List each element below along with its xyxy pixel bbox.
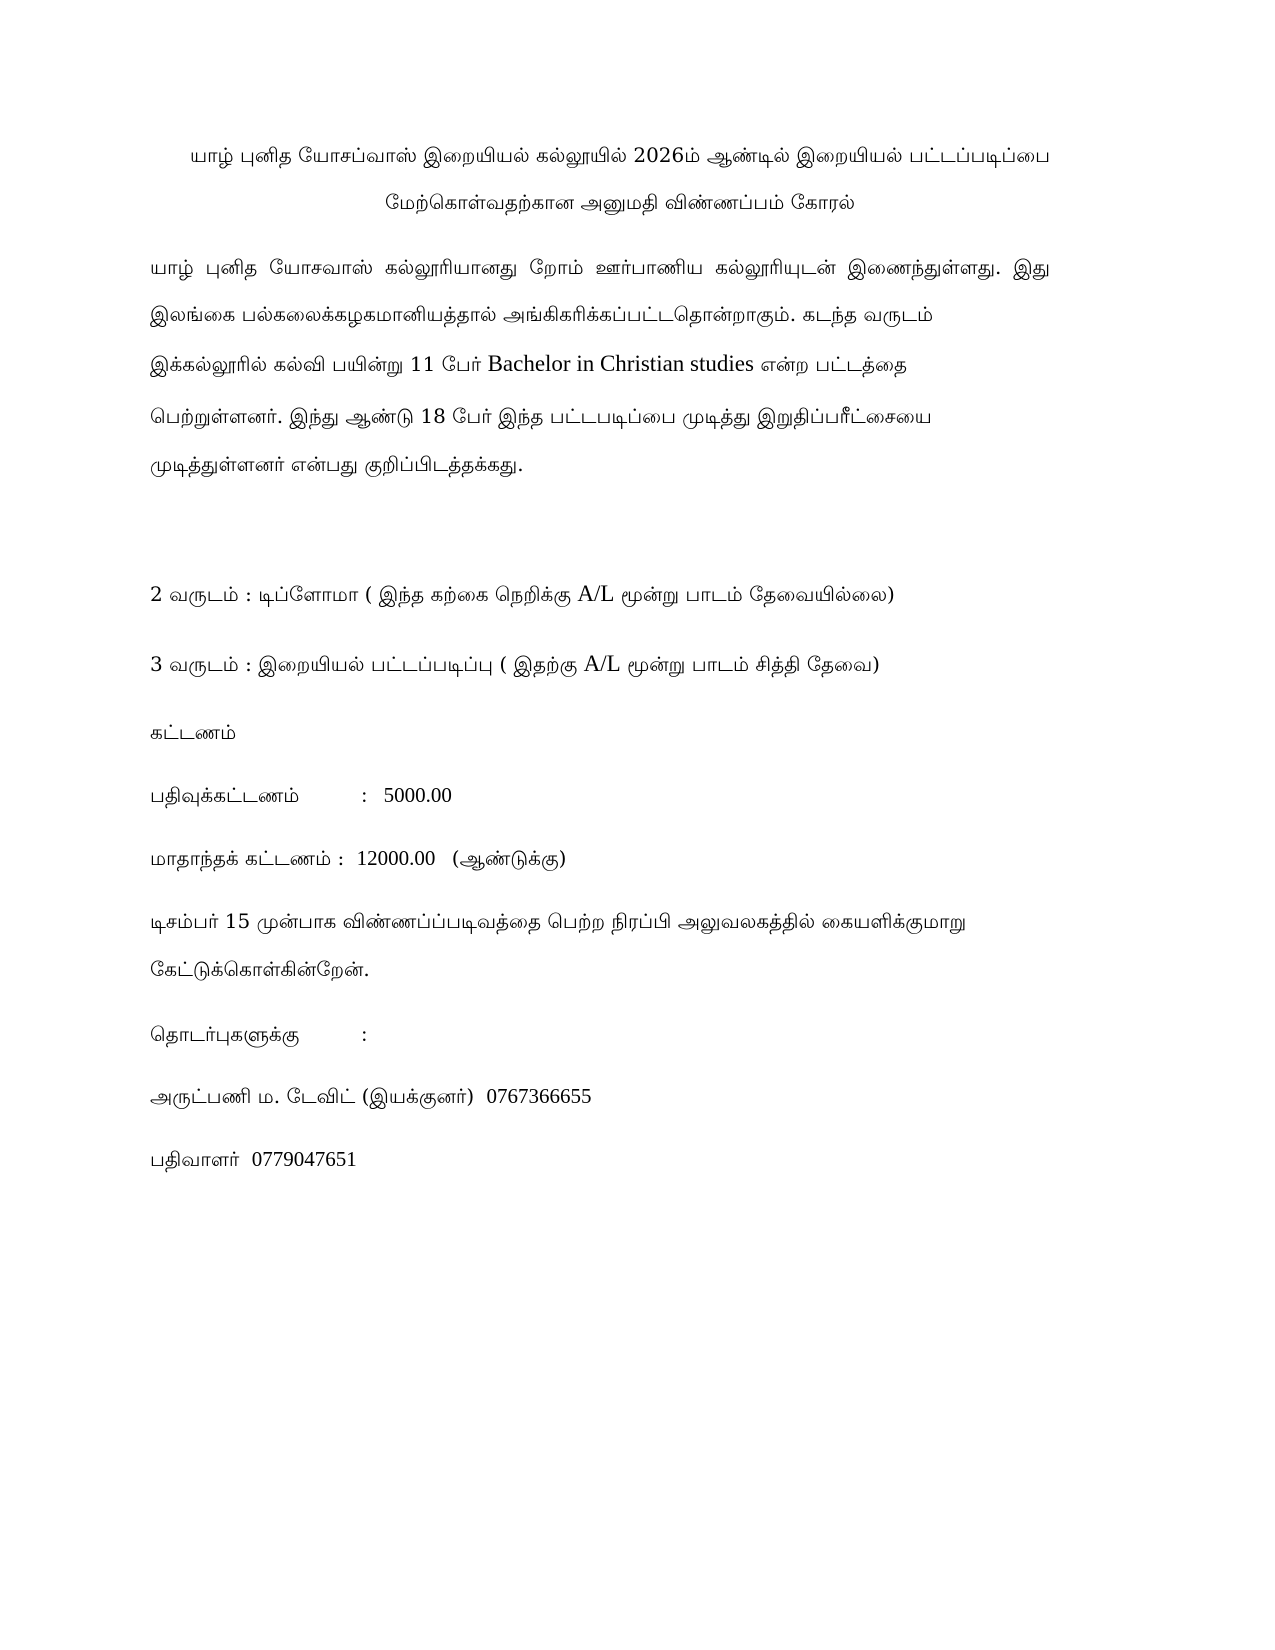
director-phone: 0767366655 xyxy=(486,1084,592,1108)
registration-fee xyxy=(150,781,1130,809)
intro-line-3-post: என்ற பட்டத்தை xyxy=(760,352,907,376)
registration-fee-label: பதிவுக்கட்டணம் xyxy=(150,783,300,807)
intro-line-2: இலங்கை பல்கலைக்கழகமானியத்தால் அங்கிகரிக்கப்பட்டதொன்றாகும். கடந்த வருடம் xyxy=(150,302,934,326)
contact-director xyxy=(150,1082,1130,1110)
course-degree-pre: 3 வருடம் : இறையியல் பட்டப்படிப்பு ( இதற்கு xyxy=(150,652,578,676)
director-label: அருட்பணி ம. டேவிட் (இயக்குனர்) xyxy=(150,1084,475,1108)
course-diploma-post: மூன்று பாடம் தேவையில்லை) xyxy=(620,582,895,606)
monthly-fee-note: (ஆண்டுக்கு) xyxy=(451,846,567,870)
monthly-fee-label: மாதாந்தக் கட்டணம் : xyxy=(150,846,345,870)
monthly-fee-value: 12000.00 xyxy=(356,846,436,870)
course-degree-al: A/L xyxy=(583,651,621,676)
course-degree xyxy=(150,650,1130,678)
intro-line-3 xyxy=(150,350,1130,378)
contact-registrar xyxy=(150,1145,1130,1173)
intro-line-4: பெற்றுள்ளனர். இந்து ஆண்டு 18 பேர் இந்த பட்டபடிப்பை முடித்து இறுதிப்பரீட்சையை xyxy=(150,404,932,428)
course-diploma-pre: 2 வருடம் : டிப்ளோமா ( இந்த கற்கை நெறிக்கு xyxy=(150,582,571,606)
title-line-1: யாழ் புனித யோசப்வாஸ் இறையியல் கல்லூயில் 2026ம் ஆண்டில் இறையியல் பட்டப்படிப்பை xyxy=(189,143,1051,167)
course-diploma-al: A/L xyxy=(577,581,615,606)
intro-line-1: யாழ் புனித யோசவாஸ் கல்லூரியானது றோம் ஊர்பாணிய கல்லூரியுடன் இணைந்துள்ளது. இது xyxy=(150,255,1050,279)
registration-fee-value: 5000.00 xyxy=(383,783,452,807)
registrar-label: பதிவாளர் xyxy=(150,1147,240,1171)
fees-heading: கட்டணம் xyxy=(150,720,237,744)
contact-heading-sep: : xyxy=(361,1022,368,1046)
registrar-phone: 0779047651 xyxy=(251,1147,357,1171)
title-line-2: மேற்கொள்வதற்கான அனுமதி விண்ணப்பம் கோரல் xyxy=(384,190,856,214)
deadline-line-1: டிசம்பர் 15 முன்பாக விண்ணப்ப்படிவத்தை பெற்ற நிரப்பி அலுவலகத்தில் கையளிக்குமாறு xyxy=(150,909,967,933)
intro-line-3-pre: இக்கல்லூரில் கல்வி பயின்று 11 பேர் xyxy=(150,352,482,376)
course-diploma xyxy=(150,580,1130,608)
contact-heading xyxy=(150,1020,1130,1048)
course-degree-post: மூன்று பாடம் சித்தி தேவை) xyxy=(627,652,880,676)
registration-fee-sep: : xyxy=(361,783,368,807)
degree-name: Bachelor in Christian studies xyxy=(487,351,754,376)
contact-heading-label: தொடர்புகளுக்கு xyxy=(150,1022,300,1046)
intro-line-5: முடித்துள்ளனர் என்பது குறிப்பிடத்தக்கது. xyxy=(150,452,524,476)
deadline-line-2: கேட்டுக்கொள்கின்றேன். xyxy=(150,957,370,981)
monthly-fee xyxy=(150,844,1130,872)
